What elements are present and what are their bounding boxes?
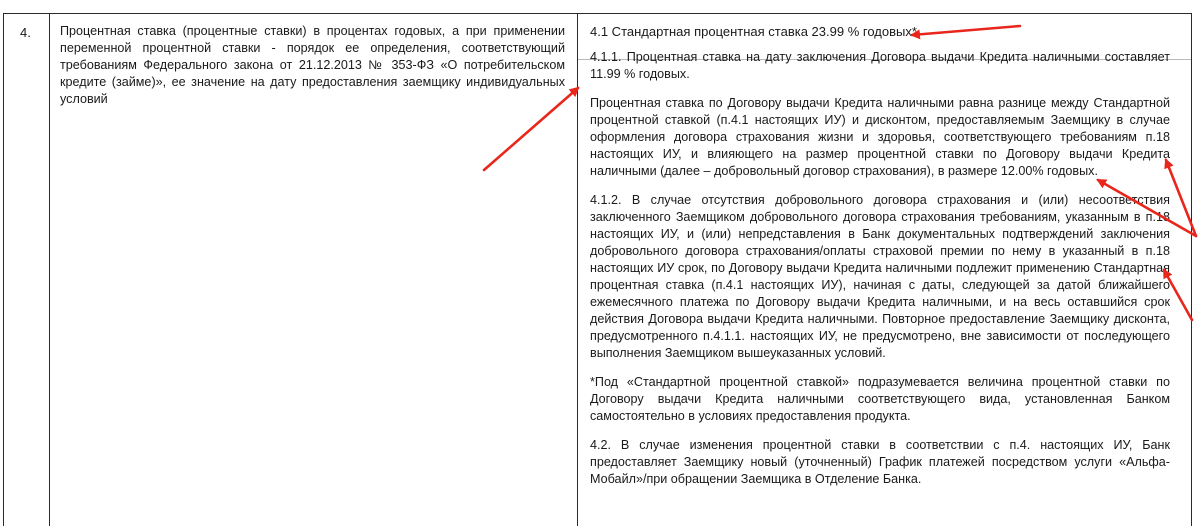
condition-content-cell (578, 14, 1191, 526)
condition-description-cell (50, 14, 578, 526)
row-number: 4. (20, 25, 31, 40)
condition-description: Процентная ставка (процентные ставки) в процентах годовых, а при применении переменной процентной ставки - порядок ее определения, соответствующий требованиям Федерального закона от 21.12.2013 № 353-ФЗ «О потребительском кредите (займе)», ее значение на дату предоставления заемщику индивидуальных условий (60, 24, 565, 106)
rate-change-clause: 4.2. В случае изменения процентной ставки в соответствии с п.4. настоящих ИУ, Банк предоставляет Заемщику новый (уточненный) График платежей посредством услуги «Альфа-Мобайл»/при обращении Заемщика в Отделение Банка. (590, 438, 1170, 486)
standard-rate-footnote: *Под «Стандартной процентной ставкой» подразумевается величина процентной ставки по Договору выдачи Кредита наличными соответствующего вида, установленная Банком самостоятельно в условиях предоставления продукта. (590, 375, 1170, 423)
discount-clause: Процентная ставка по Договору выдачи Кредита наличными равна разнице между Стандартной процентной ставкой (п.4.1 настоящих ИУ) и дисконтом, предоставляемым Заемщику в случае оформления договора страхования жизни и здоровья, соответствующего требованиям п.18 настоящих ИУ, и влияющего на размер процентной ставки по Договору выдачи Кредита наличными (далее – добровольный договор страхования), в размере 12.00% годовых. (590, 96, 1170, 178)
conditions-table (3, 13, 1192, 526)
condition-content (590, 23, 1170, 500)
initial-rate-clause: 4.1.1. Процентная ставка на дату заключения Договора выдачи Кредита наличными составляет 11.99 % годовых. (590, 50, 1170, 81)
no-insurance-clause: 4.1.2. В случае отсутствия добровольного договора страхования и (или) несоответствия заключенного Заемщиком добровольного договора страхования требованиям, указанным в п.18 настоящих ИУ, и (или) непредставления в Банк документальных подтверждений заключения добровольного договора страхования/оплаты страховой премии по нему в указанный в п.18 настоящих ИУ срок, по Договору выдачи Кредита наличными подлежит применению Стандартная процентная ставка (п.4.1 настоящих ИУ), начиная с даты, следующей за датой ближайшего ежемесячного платежа по Договору выдачи Кредита наличными, и на весь оставшийся срок действия Договора выдачи Кредита наличными. Повторное предоставление Заемщику дисконта, предусмотренного п.4.1.1. настоящих ИУ, не предусмотрено, вне зависимости от последующего выполнения Заемщиком вышеуказанных условий. (590, 193, 1170, 360)
standard-rate-clause: 4.1 Стандартная процентная ставка 23.99 % годовых* (590, 24, 917, 39)
row-number-cell (4, 14, 50, 526)
